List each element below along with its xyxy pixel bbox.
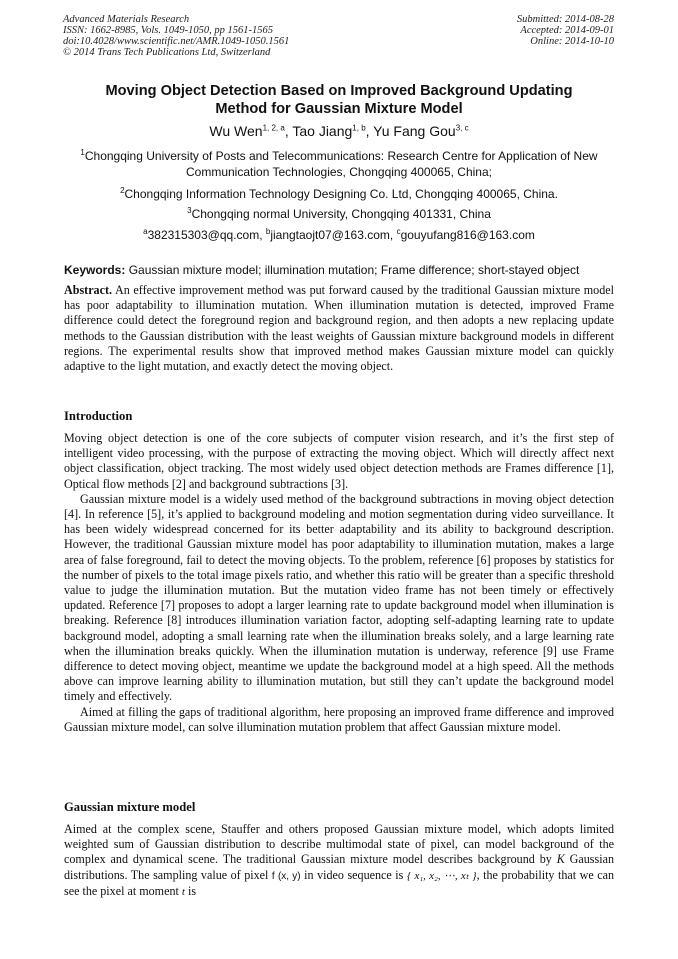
keywords-text: Gaussian mixture model; illumination mutation; Frame difference; short-stayed object [128,263,580,277]
affiliation-2 [40,186,638,202]
affiliation-mark: 2 [120,186,125,195]
paragraph: Gaussian mixture model is a widely used method of the background subtractions in moving object detection [4]. In reference [5], it’s applied to background modeling and motion segmentation during video surveillance. It has been widely widespread concerned for its better adaptability and its ability to background description. However, the traditional Gaussian mixture model has poor adaptability to illumination mutation, makes a large area of false foreground, fail to detect the moving objects. To the problem, reference [6] proposes by statistics for the number of pixels to the total image pixels ratio, and whether this ratio will be greater than a specific threshold value to judge the illumination mutation. But the mutation video frame has not been timely or effectively updated. Reference [7] proposes to adopt a larger learning rate to update background model when illumination is breaking. Reference [8] introduces illumination variation factor, adopting self-adapting learning rate to update background model, adopting a small learning rate when the illumination breaks solely, and a large learning rate when the illumination breaks quickly. When the illumination mutation is underway, reference [9] use Frame difference to detect moving object, meantime we update the background model at a high speed. All the methods above can improve learning ability to illumination mutation, but still they can’t update the background model timely and effectively. [64,491,614,704]
abstract-label: Abstract. [64,283,113,297]
keywords-label: Keywords: [64,263,126,277]
text-run: Gaussian distributions. The sampling value of pixel [64,852,614,882]
title-line-1: Moving Object Detection Based on Improved Background Updating [105,83,573,99]
paragraph [64,822,614,900]
section-heading-gmm: Gaussian mixture model [64,800,196,814]
accepted-date: Accepted: 2014-09-01 [520,25,614,36]
text-run: is [184,883,197,898]
math-pixel-function: f (x, y) [271,870,301,882]
affiliation-text: Chongqing Information Technology Designing Co. Ltd, Chongqing 400065, China. [124,187,558,201]
author-separator: , [365,123,374,139]
email-link[interactable]: jiangtaojt07@163.com, [270,228,397,242]
email-mark: a [143,227,148,236]
paragraph: Aimed at filling the gaps of traditional algorithm, here proposing an improved frame difference and improved Gaussian mixture model, can solve illumination mutation problem that affect Gaussian mixture model. [64,704,614,734]
paper-title [40,82,638,118]
gmm-body [64,822,614,900]
submitted-date: Submitted: 2014-08-28 [516,14,614,25]
keywords-line [64,262,624,278]
author-name: Wu Wen [209,123,263,139]
text-run: Aimed at the complex scene, Stauffer and others proposed Gaussian mixture model, which adopts limited weighted sum of Gaussian distribution to describe multimodal state of pixel, can model background of the complex and dynamical scene. The traditional Gaussian mixture model describes background by [64,822,614,867]
author-affiliation-mark: 3, c [455,123,469,133]
copyright-line: © 2014 Trans Tech Publications Ltd, Switzerland [63,47,271,58]
email-mark: c [396,227,401,236]
author-name: Tao Jiang [292,123,353,139]
math-k: K [556,852,565,867]
journal-name: Advanced Materials Research [63,14,190,25]
paragraph: Moving object detection is one of the core subjects of computer vision research, and it’s the first step of intelligent video processing, with the purpose of extracting the moving object. Which will directly affect next object classification, object tracking. The most widely used object detection methods are Frames difference [1], Optical flow methods [2] and background subtractions [3]. [64,431,614,491]
doi-line[interactable]: doi:10.4028/www.scientific.net/AMR.1049-1050.1561 [63,36,290,47]
email-mark: b [265,227,271,236]
email-list [40,227,638,243]
affiliation-1 [40,148,638,180]
author-list [40,122,638,140]
dates-header [517,14,614,47]
email-link[interactable]: gouyufang816@163.com [400,228,535,242]
journal-header [63,14,289,58]
affiliation-text: Chongqing University of Posts and Telecommunications: Research Centre for Application of New Communication Technologies, Chongqing 400065, China; [84,149,598,179]
introduction-body [64,431,614,735]
abstract-block [64,283,614,374]
text-run: in video sequence is [300,867,407,882]
affiliation-mark: 3 [187,206,192,215]
section-heading-introduction: Introduction [64,409,133,423]
text-run: , the probability that we can see the pixel at moment [64,867,615,898]
affiliation-text: Chongqing normal University, Chongqing 401331, China [191,207,491,221]
abstract-text: An effective improvement method was put forward caused by the traditional Gaussian mixture model has poor adaptability to illumination mutation. When illumination mutation is detected, improved Frame difference could detect the foreground region and background region, and then adopts a new replacing update methods to the Gaussian distribution with the least weights of Gaussian mixture background models in different regions. The experimental results show that improved method makes Gaussian mixture model can quickly adaptive to the light mutation, and exactly detect the moving object. [64,283,614,374]
issn-line: ISSN: 1662-8985, Vols. 1049-1050, pp 1561-1565 [63,25,273,36]
author-affiliation-mark: 1, b [352,123,366,133]
affiliation-3 [40,206,638,222]
math-sequence: { x₁, x₂, ⋯, xₜ } [406,869,477,882]
math-t: t [181,885,185,898]
online-date: Online: 2014-10-10 [530,36,614,47]
email-link[interactable]: 382315303@qq.com, [147,228,266,242]
author-separator: , [284,123,293,139]
author-affiliation-mark: 1, 2, a [262,123,285,133]
affiliation-mark: 1 [80,148,85,157]
author-name: Yu Fang Gou [373,123,456,139]
title-line-2: Method for Gaussian Mixture Model [215,101,463,117]
